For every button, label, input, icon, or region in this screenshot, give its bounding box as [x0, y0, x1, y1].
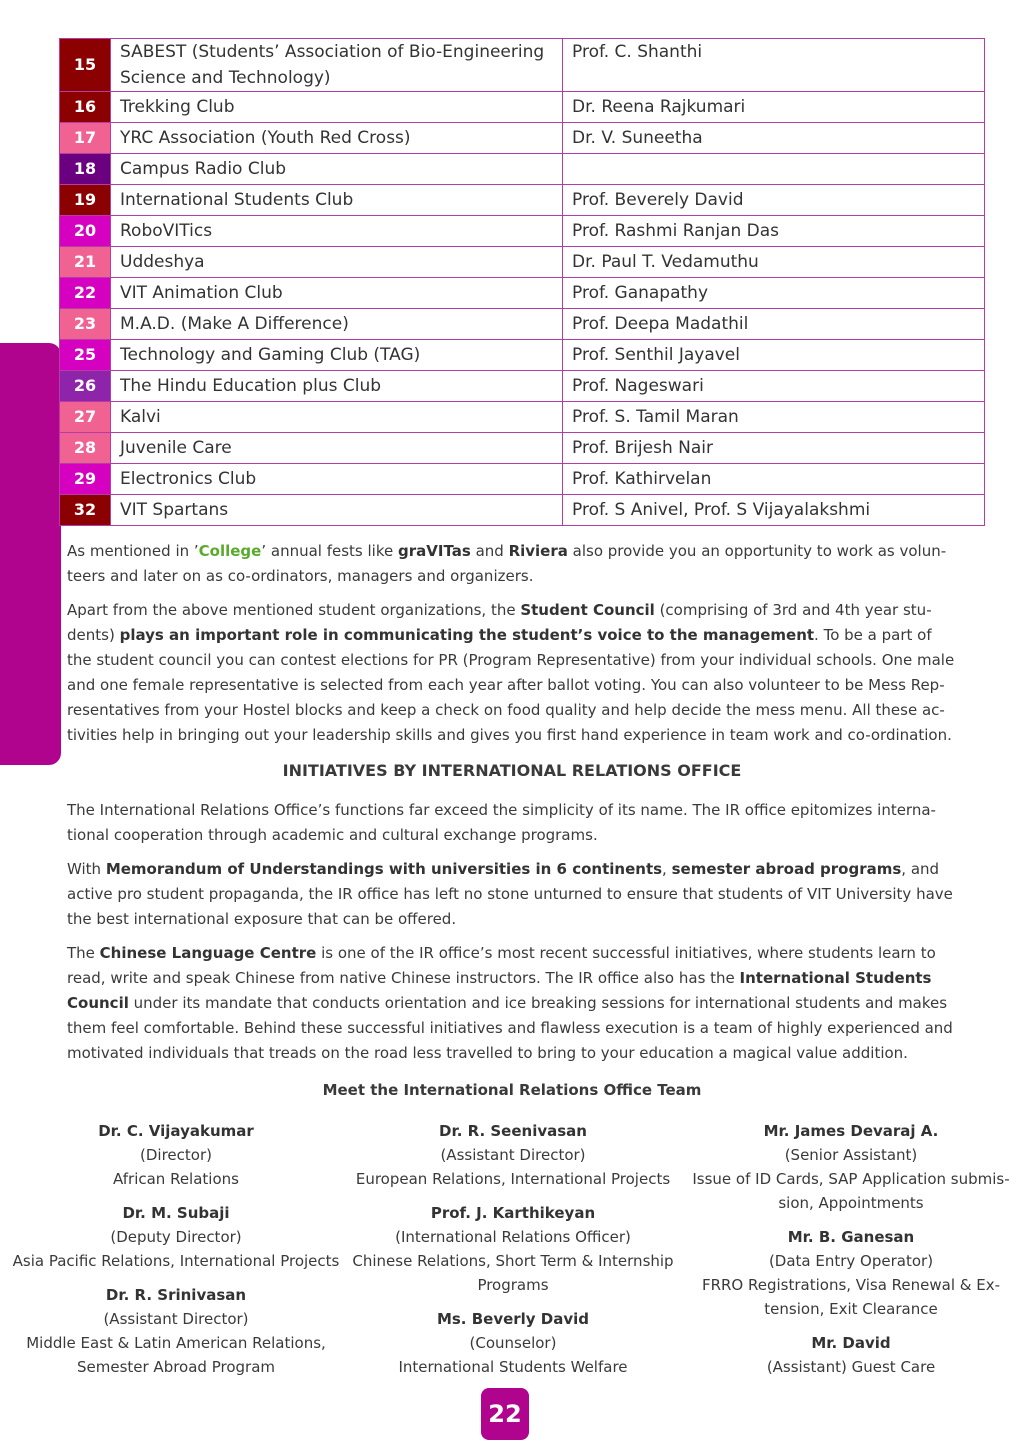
member-area: Issue of ID Cards, SAP Application submis-sion, Appointments	[692, 1170, 1010, 1212]
club-name: VIT Animation Club	[111, 278, 563, 309]
member-role: (Counselor)	[469, 1334, 557, 1352]
club-name: YRC Association (Youth Red Cross)	[111, 123, 563, 154]
team-column-2	[348, 1119, 678, 1389]
club-number: 15	[60, 39, 111, 92]
club-coordinator: Prof. Rashmi Ranjan Das	[563, 216, 985, 247]
club-name: Electronics Club	[111, 464, 563, 495]
table-row	[60, 309, 985, 340]
table-row	[60, 402, 985, 433]
club-number: 22	[60, 278, 111, 309]
table-row	[60, 154, 985, 185]
club-number: 17	[60, 123, 111, 154]
club-name: Uddeshya	[111, 247, 563, 278]
member-role: (Deputy Director)	[110, 1228, 242, 1246]
member-name: Ms. Beverly David	[436, 1310, 590, 1328]
team-member	[348, 1119, 678, 1191]
club-coordinator: Dr. V. Suneetha	[563, 123, 985, 154]
club-name: Juvenile Care	[111, 433, 563, 464]
club-coordinator: Prof. Brijesh Nair	[563, 433, 985, 464]
ir-text	[67, 798, 959, 1075]
ir-paragraph-1: The International Relations Office’s functions far exceed the simplicity of its name. The IR office epitomizes interna-tional cooperation through academic and cultural exchange programs.	[67, 801, 936, 844]
table-row	[60, 92, 985, 123]
member-area: Middle East & Latin American Relations, Semester Abroad Program	[26, 1334, 326, 1376]
page-number: 22	[481, 1388, 529, 1440]
club-number: 16	[60, 92, 111, 123]
table-row	[60, 123, 985, 154]
team-title: Meet the International Relations Office Team	[322, 1081, 702, 1099]
table-row	[60, 464, 985, 495]
member-name: Mr. James Devaraj A.	[763, 1122, 939, 1140]
ir-paragraph-3: The Chinese Language Centre is one of the IR office’s most recent successful initiatives, where students learn to read, write and speak Chinese from native Chinese instructors. The IR office also has the International Students Council under its mandate that conducts orientation and ice breaking sessions for international students and makes them feel comfortable. Behind these successful initiatives and flawless execution is a team of highly experienced and motivated individuals that treads on the road less travelled to bring to your education a magical value addition.	[67, 944, 953, 1062]
club-name: Technology and Gaming Club (TAG)	[111, 340, 563, 371]
member-role: (Assistant Director)	[440, 1146, 586, 1164]
member-area: FRRO Registrations, Visa Renewal & Ex-tension, Exit Clearance	[701, 1276, 1001, 1318]
member-name: Mr. B. Ganesan	[787, 1228, 915, 1246]
club-number: 26	[60, 371, 111, 402]
club-name: The Hindu Education plus Club	[111, 371, 563, 402]
club-coordinator: Prof. S. Tamil Maran	[563, 402, 985, 433]
club-coordinator: Prof. Kathirvelan	[563, 464, 985, 495]
club-number: 18	[60, 154, 111, 185]
club-coordinator: Dr. Reena Rajkumari	[563, 92, 985, 123]
team-member	[348, 1307, 678, 1379]
club-coordinator: Prof. Senthil Jayavel	[563, 340, 985, 371]
club-coordinator: Prof. Ganapathy	[563, 278, 985, 309]
table-row	[60, 371, 985, 402]
club-number: 21	[60, 247, 111, 278]
member-area: African Relations	[113, 1170, 239, 1188]
member-name: Dr. R. Seenivasan	[439, 1122, 587, 1140]
club-number: 29	[60, 464, 111, 495]
section-title: INITIATIVES BY INTERNATIONAL RELATIONS OFFICE	[282, 761, 742, 780]
table-row	[60, 495, 985, 526]
table-row	[60, 39, 985, 92]
club-coordinator: Prof. C. Shanthi	[563, 39, 985, 92]
clubs-table	[59, 38, 985, 526]
member-name: Dr. C. Vijayakumar	[98, 1122, 254, 1140]
team-member	[8, 1283, 344, 1379]
team-member	[686, 1119, 1016, 1215]
table-row	[60, 247, 985, 278]
table-row	[60, 340, 985, 371]
club-name: Trekking Club	[111, 92, 563, 123]
club-coordinator: Dr. Paul T. Vedamuthu	[563, 247, 985, 278]
member-area: Chinese Relations, Short Term & Internship Programs	[352, 1252, 674, 1294]
club-number: 20	[60, 216, 111, 247]
team-member	[8, 1201, 344, 1273]
side-accent-tab	[0, 343, 61, 765]
team-member	[348, 1201, 678, 1297]
team-column-3	[686, 1119, 1016, 1389]
member-role: (Director)	[140, 1146, 212, 1164]
ir-paragraph-2: With Memorandum of Understandings with universities in 6 continents, semester abroad programs, and active pro student propaganda, the IR office has left no stone unturned to ensure that students of VIT University have the best international exposure that can be offered.	[67, 860, 953, 928]
council-paragraph: Apart from the above mentioned student organizations, the Student Council (comprising of 3rd and 4th year stu-dents) plays an important role in communicating the student’s voice to the management. To be a part of the student council you can contest elections for PR (Program Representative) from your individual schools. One male and one female representative is selected from each year after ballot voting. You can also volunteer to be Mess Rep-resentatives from your Hostel blocks and keep a check on food quality and help decide the mess menu. All these ac-tivities help in bringing out your leadership skills and gives you first hand experience in team work and co-ordination.	[67, 601, 955, 744]
club-coordinator	[563, 154, 985, 185]
fests-paragraph: As mentioned in ’College’ annual fests like graVITas and Riviera also provide you an opportunity to work as volun-teers and later on as co-ordinators, managers and organizers.	[67, 542, 947, 585]
club-name: SABEST (Students’ Association of Bio-Engineering Science and Technology)	[111, 39, 563, 92]
intro-text	[67, 539, 959, 757]
table-row	[60, 216, 985, 247]
member-role: (International Relations Officer)	[395, 1228, 631, 1246]
member-area: European Relations, International Projects	[355, 1170, 671, 1188]
club-number: 23	[60, 309, 111, 340]
member-name: Mr. David	[811, 1334, 891, 1352]
club-number: 32	[60, 495, 111, 526]
team-member	[686, 1331, 1016, 1379]
club-coordinator: Prof. Deepa Madathil	[563, 309, 985, 340]
club-name: International Students Club	[111, 185, 563, 216]
club-number: 25	[60, 340, 111, 371]
club-coordinator: Prof. S Anivel, Prof. S Vijayalakshmi	[563, 495, 985, 526]
club-name: Campus Radio Club	[111, 154, 563, 185]
member-area: International Students Welfare	[398, 1358, 628, 1376]
team-member	[8, 1119, 344, 1191]
member-role: (Senior Assistant)	[784, 1146, 918, 1164]
member-name: Dr. M. Subaji	[122, 1204, 230, 1222]
club-name: Kalvi	[111, 402, 563, 433]
member-role: (Data Entry Operator)	[768, 1252, 934, 1270]
club-name: VIT Spartans	[111, 495, 563, 526]
member-name: Dr. R. Srinivasan	[105, 1286, 247, 1304]
team-column-1	[8, 1119, 344, 1389]
table-row	[60, 433, 985, 464]
club-number: 28	[60, 433, 111, 464]
club-name: RoboVITics	[111, 216, 563, 247]
member-role: (Assistant) Guest Care	[766, 1358, 936, 1376]
member-role: (Assistant Director)	[103, 1310, 249, 1328]
club-coordinator: Prof. Nageswari	[563, 371, 985, 402]
table-row	[60, 278, 985, 309]
club-number: 19	[60, 185, 111, 216]
club-coordinator: Prof. Beverely David	[563, 185, 985, 216]
team-member	[686, 1225, 1016, 1321]
table-row	[60, 185, 985, 216]
club-name: M.A.D. (Make A Difference)	[111, 309, 563, 340]
club-number: 27	[60, 402, 111, 433]
member-name: Prof. J. Karthikeyan	[430, 1204, 596, 1222]
member-area: Asia Pacific Relations, International Projects	[12, 1252, 340, 1270]
